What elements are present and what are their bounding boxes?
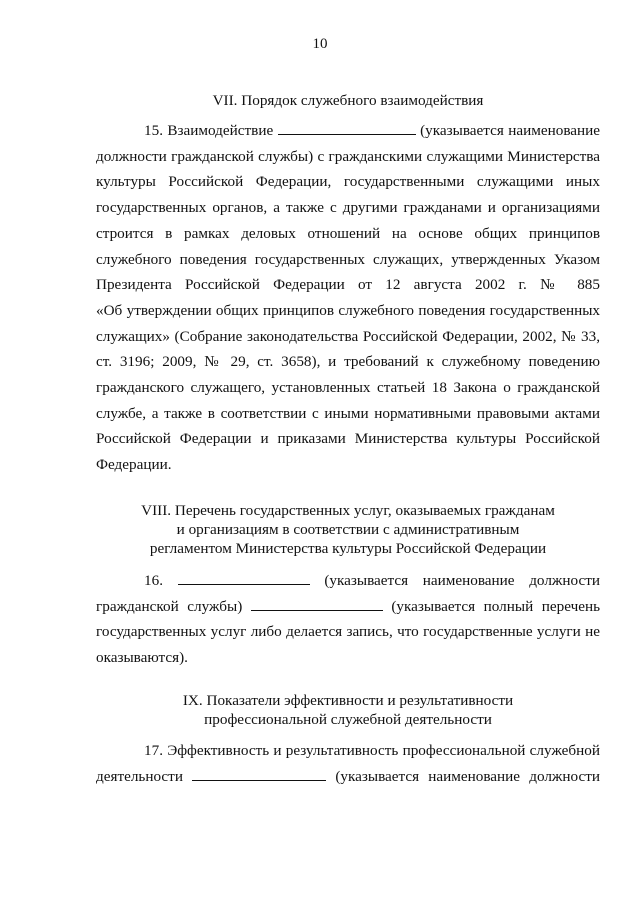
para-line: гражданской службы) (указывается полный перечень	[96, 597, 601, 615]
blank-field	[178, 570, 310, 585]
section-8-heading	[96, 501, 600, 558]
section-8-paragraph	[96, 568, 600, 671]
para-line: должности гражданской службы) с гражданскими служащими Министерства	[96, 147, 600, 165]
para-line: деятельности (указывается наименование должности	[96, 767, 601, 785]
page-number: 10	[312, 36, 328, 52]
blank-field	[251, 596, 383, 611]
section-9-heading	[96, 691, 600, 729]
heading-line: регламентом Министерства культуры Российской Федерации	[149, 540, 547, 557]
para-line: 17. Эффективность и результативность профессиональной служебной	[144, 742, 600, 759]
para-line: службе, а также в соответствии с иными нормативными правовыми актами	[96, 404, 600, 422]
para-line: служащих» (Собрание законодательства Российской Федерации, 2002, № 33,	[96, 327, 600, 345]
para-line: 15. Взаимодействие (указывается наименование	[144, 122, 601, 139]
para-line: гражданского служащего, установленных статьей 18 Закона о гражданской	[96, 379, 600, 397]
para-line: государственных услуг либо делается запись, что государственные услуги не	[96, 623, 600, 641]
section-7-heading: VII. Порядок служебного взаимодействия	[212, 92, 484, 109]
para-line: Федерации.	[96, 456, 172, 474]
para-line: государственных органов, а также с другими гражданами и организациями	[96, 199, 600, 217]
para-line: Президента Российской Федерации от 12 августа 2002 г. № 885	[96, 276, 600, 294]
heading-line: и организациям в соответствии с административным	[176, 521, 520, 538]
heading-line: IX. Показатели эффективности и результативности	[182, 692, 514, 709]
section-9-paragraph	[96, 738, 600, 789]
para-line: служебного поведения государственных служащих, утвержденных Указом	[96, 250, 600, 268]
para-line: 16. (указывается наименование должности	[144, 572, 600, 589]
para-line: культуры Российской Федерации, государственными служащими иных	[96, 173, 600, 191]
para-line: «Об утверждении общих принципов служебного поведения государственных	[96, 301, 600, 319]
section-7-paragraph	[96, 118, 600, 478]
blank-field	[278, 120, 416, 135]
para-line: оказываются).	[96, 649, 188, 667]
blank-field	[192, 766, 326, 781]
heading-line: VIII. Перечень государственных услуг, оказываемых гражданам	[141, 502, 555, 519]
para-line: строится в рамках деловых отношений на основе общих принципов	[96, 224, 600, 242]
heading-line: профессиональной служебной деятельности	[204, 711, 492, 728]
para-line: ст. 3196; 2009, № 29, ст. 3658), и требований к служебному поведению	[96, 353, 600, 371]
para-line: Российской Федерации и приказами Министерства культуры Российской	[96, 430, 600, 448]
